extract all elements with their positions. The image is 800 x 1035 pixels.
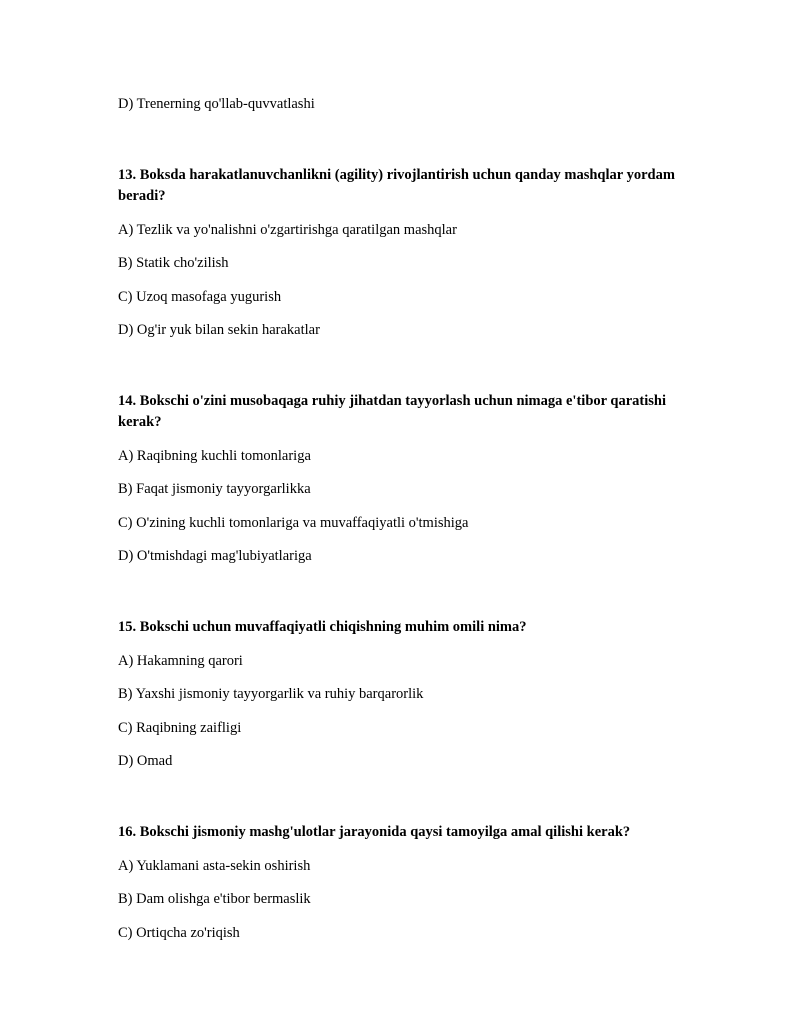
question-block-16 [118, 822, 740, 943]
question-15-option-a: A) Hakamning qarori [118, 652, 243, 669]
carryover-option-d: D) Trenerning qo'llab-quvvatlashi [118, 96, 315, 112]
spacer [118, 785, 740, 822]
question-13-text: 13. Boksda harakatlanuvchanlikni (agility) rivojlantirish uchun qanday mashqlar yordam beradi? [118, 166, 675, 204]
question-block-15 [118, 617, 740, 772]
question-16-text: 16. Bokschi jismoniy mashg'ulotlar jarayonida qaysi tamoyilga amal qilishi kerak? [118, 823, 631, 840]
spacer [118, 128, 740, 165]
question-16-option-a: A) Yuklamani asta-sekin oshirish [118, 857, 311, 874]
question-16-option-b: B) Dam olishga e'tibor bermaslik [118, 891, 311, 907]
question-13-option-d: D) Og'ir yuk bilan sekin harakatlar [118, 322, 320, 338]
question-13-option-c: C) Uzoq masofaga yugurish [118, 288, 282, 305]
question-block-14 [118, 391, 740, 567]
question-15-text: 15. Bokschi uchun muvaffaqiyatli chiqishning muhim omili nima? [118, 618, 527, 635]
question-15-option-b: B) Yaxshi jismoniy tayyorgarlik va ruhiy barqarorlik [118, 686, 424, 702]
question-14-option-b: B) Faqat jismoniy tayyorgarlikka [118, 481, 311, 497]
question-16-option-c: C) Ortiqcha zo'riqish [118, 924, 240, 941]
question-13-option-a: A) Tezlik va yo'nalishni o'zgartirishga qaratilgan mashqlar [118, 221, 457, 238]
question-14-option-c: C) O'zining kuchli tomonlariga va muvaffaqiyatli o'tmishiga [118, 514, 469, 531]
question-14-option-a: A) Raqibning kuchli tomonlariga [118, 447, 311, 464]
spacer [118, 354, 740, 391]
question-14-text: 14. Bokschi o'zini musobaqaga ruhiy jihatdan tayyorlash uchun nimaga e'tibor qaratishi kerak? [118, 392, 667, 430]
question-13-option-b: B) Statik cho'zilish [118, 255, 229, 271]
question-15-option-c: C) Raqibning zaifligi [118, 719, 242, 736]
question-14-option-d: D) O'tmishdagi mag'lubiyatlariga [118, 548, 312, 564]
question-15-option-d: D) Omad [118, 753, 173, 769]
question-block-13 [118, 165, 740, 341]
spacer [118, 580, 740, 617]
